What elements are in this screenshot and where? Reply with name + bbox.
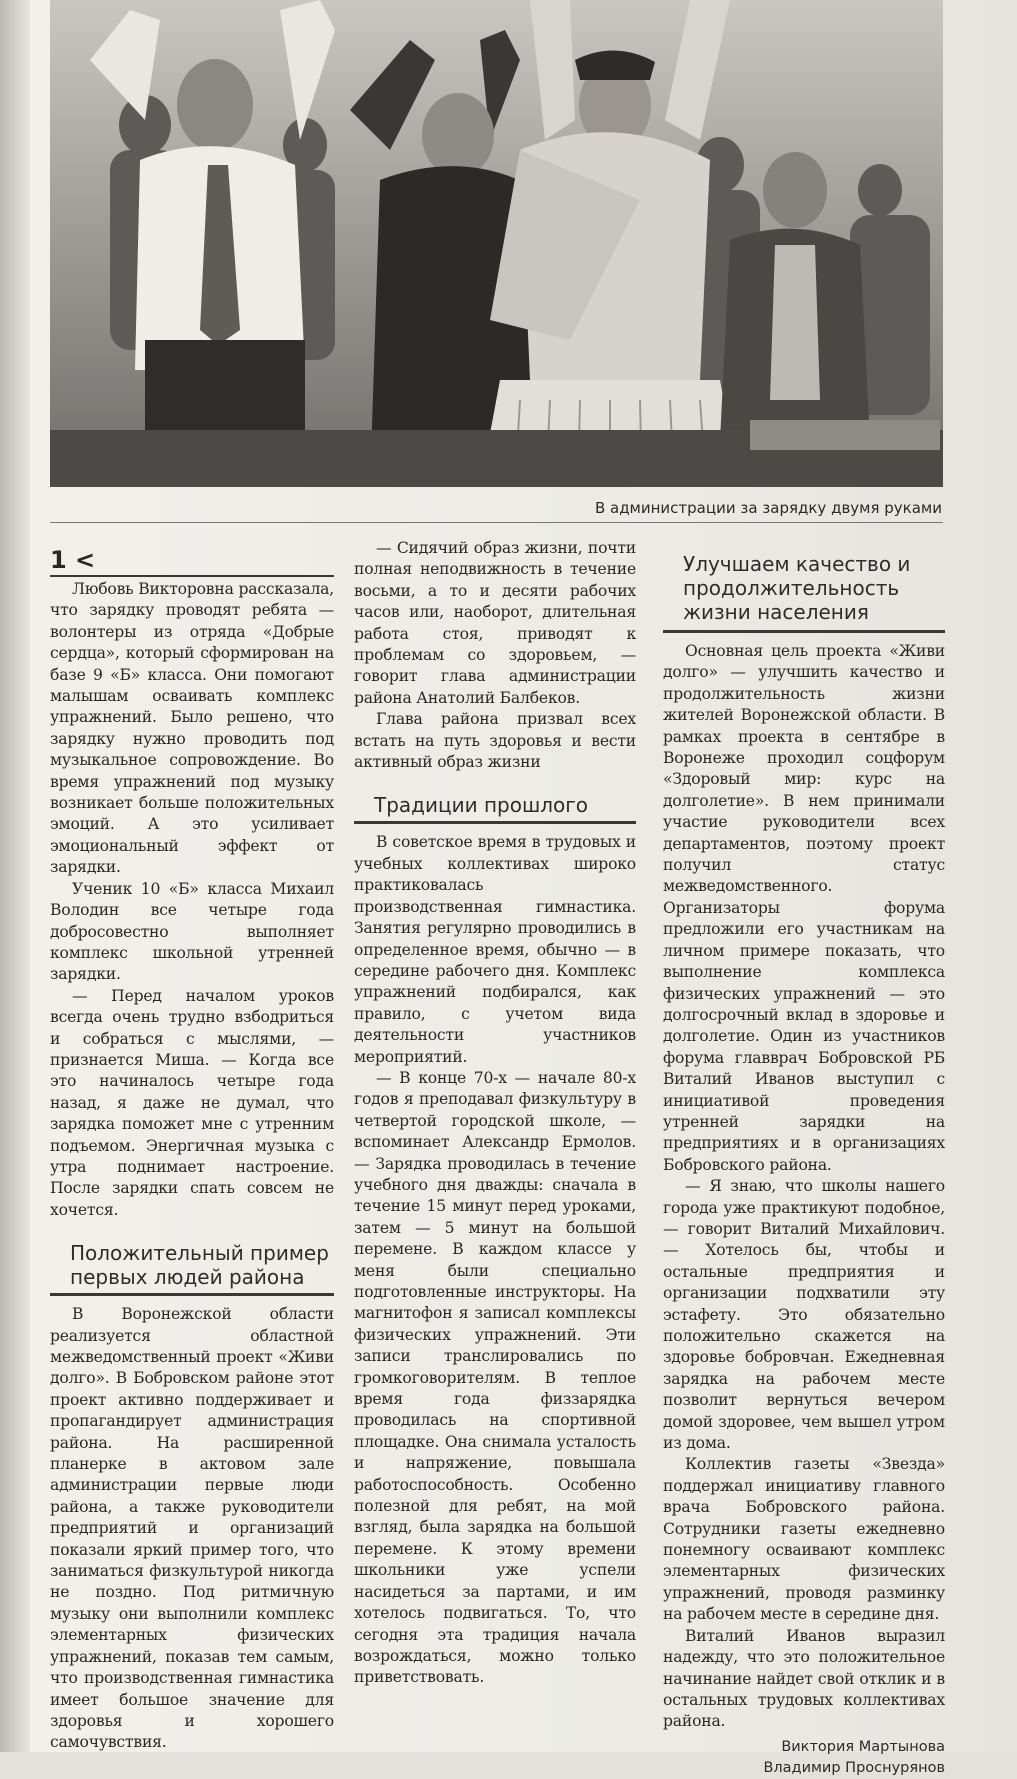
page-fold-shadow	[0, 0, 30, 1752]
section-heading-quality-of-life: Улучшаем качество и продолжительность жизни населения	[663, 552, 945, 633]
paragraph: Глава района призвал всех встать на путь здоровья и вести активный образ жизни	[354, 710, 636, 772]
article-column-1	[50, 545, 334, 1754]
section-heading-traditions: Традиции прошлого	[354, 793, 636, 824]
author-name: Виктория Мартынова	[781, 1738, 945, 1755]
paragraph: Виталий Иванов выразил надежду, что это положительное начинание найдет свой отклик и в остальных трудовых коллективах района.	[663, 1626, 945, 1731]
author-name: Владимир Проснурянов	[763, 1759, 945, 1776]
paragraph: Основная цель проекта «Живи долго» — улучшить качество и продолжительность жизни жителей Воронежской области. В рамках проекта в сентябре в Воронеже проходил соцфорум «Здоровый мир: курс на долголетие». В нем принимали участие руководители всех департаментов, поэтому проект получил статус межведомственного. Организаторы форума предложили его участникам на личном примере показать, что выполнение комплекса физических упражнений — это долгосрочный вклад в здоровье и долголетие. Один из участников форума главврач Бобровской РБ Виталий Иванов выступил с инициативой проведения утренней зарядки на предприятиях и в организациях Бобровского района.	[663, 642, 945, 1174]
continuation-marker: 1 <	[50, 545, 334, 577]
section-heading-positive-example: Положительный пример первых людей района	[50, 1241, 334, 1296]
photo-caption: В администрации за зарядку двумя руками	[594, 499, 942, 517]
crowd-exercising-photo-icon	[50, 0, 943, 487]
paragraph: — В конце 70-х — начале 80-х годов я преподавал физкультуру в четвертой городской школе, — вспоминает Александр Ермолов. — Зарядка проводилась в течение учебного дня дважды: сначала в течение 15 минут перед уроками, затем — 5 минут на большой перемене. В каждом классе у меня были специально подготовленные инструкторы. На магнитофон я записал комплексы физических упражнений. Эти записи транслировались по громкоговорителям. В теплое время года физзарядка проводилась на спортивной площадке. Она снимала усталость и напряжение, повышала работоспособность. Особенно полезной для ребят, на мой взгляд, была зарядка на большой перемене. К этому времени школьники уже успели насидеться за партами, и им хотелось подвигаться. То, что сегодня эта традиция начала возрождаться, можно только приветствовать.	[354, 1068, 636, 1687]
author-signature	[663, 1737, 945, 1779]
paragraph: В советское время в трудовых и учебных коллективах широко практиковалась производственная гимнастика. Занятия регулярно проводились в определенное время, обычно — в середине рабочего дня. Комплекс упражнений подбирался, как правило, с учетом вида деятельности участников мероприятий.	[354, 833, 636, 1066]
caption-divider	[50, 522, 943, 523]
paragraph: Ученик 10 «Б» класса Михаил Володин все четыре года добросовестно выполняет комплекс школьной утренней зарядки.	[50, 879, 334, 984]
paragraph: В Воронежской области реализуется областной межведомственный проект «Живи долго». В Бобровском районе этот проект активно поддерживает и пропагандирует администрация района. На расширенной планерке в актовом зале администрации первые люди района, а также руководители предприятий и организаций показали яркий пример того, что заниматься физкультурой никогда не поздно. Под ритмичную музыку они выполнили комплекс элементарных физических упражнений, показав тем самым, что производственная гимнастика имеет большое значение для здоровья и хорошего самочувствия.	[50, 1305, 334, 1752]
paragraph: Коллектив газеты «Звезда» поддержал инициативу главного врача Бобровского района. Сотрудники газеты ежедневно понемногу осваивают комплекс элементарных физических упражнений, проводя разминку на рабочем месте в середине дня.	[663, 1455, 945, 1624]
article-column-3	[663, 552, 945, 1779]
paragraph: — Сидячий образ жизни, почти полная неподвижность в течение восьми, а то и десяти рабочих часов или, наоборот, длительная работа стоя, приводят к проблемам со здоровьем, — говорит глава администрации района Анатолий Балбеков.	[354, 539, 636, 707]
article-column-2	[354, 538, 636, 1689]
paragraph: — Я знаю, что школы нашего города уже практикуют подобное, — говорит Виталий Михайлович. — Хотелось бы, чтобы и остальные предприятия и организации подхватили эту эстафету. Это обязательно положительно скажется на здоровье бобровчан. Ежедневная зарядка на рабочем месте позволит вернуться вечером домой здоровее, чем вышел утром из дома.	[663, 1177, 945, 1453]
paragraph: — Перед началом уроков всегда очень трудно взбодриться и собраться с мыслями, — признается Миша. — Когда все это начиналось четыре года назад, я даже не думал, что зарядка поможет мне с утренним подъемом. Энергичная музыка с утра поднимает настроение. После зарядки спать совсем не хочется.	[50, 986, 334, 1219]
paragraph: Любовь Викторовна рассказала, что зарядку проводят ребята — волонтеры из отряда «Добрые сердца», который сформирован на базе 9 «Б» класса. Они помогают малышам осваивать комплекс упражнений. Было решено, что зарядку нужно проводить под музыкальное сопровождение. Во время упражнений под музыку возникает больше положительных эмоций. А это усиливает эмоциональный эффект от зарядки.	[50, 580, 334, 877]
